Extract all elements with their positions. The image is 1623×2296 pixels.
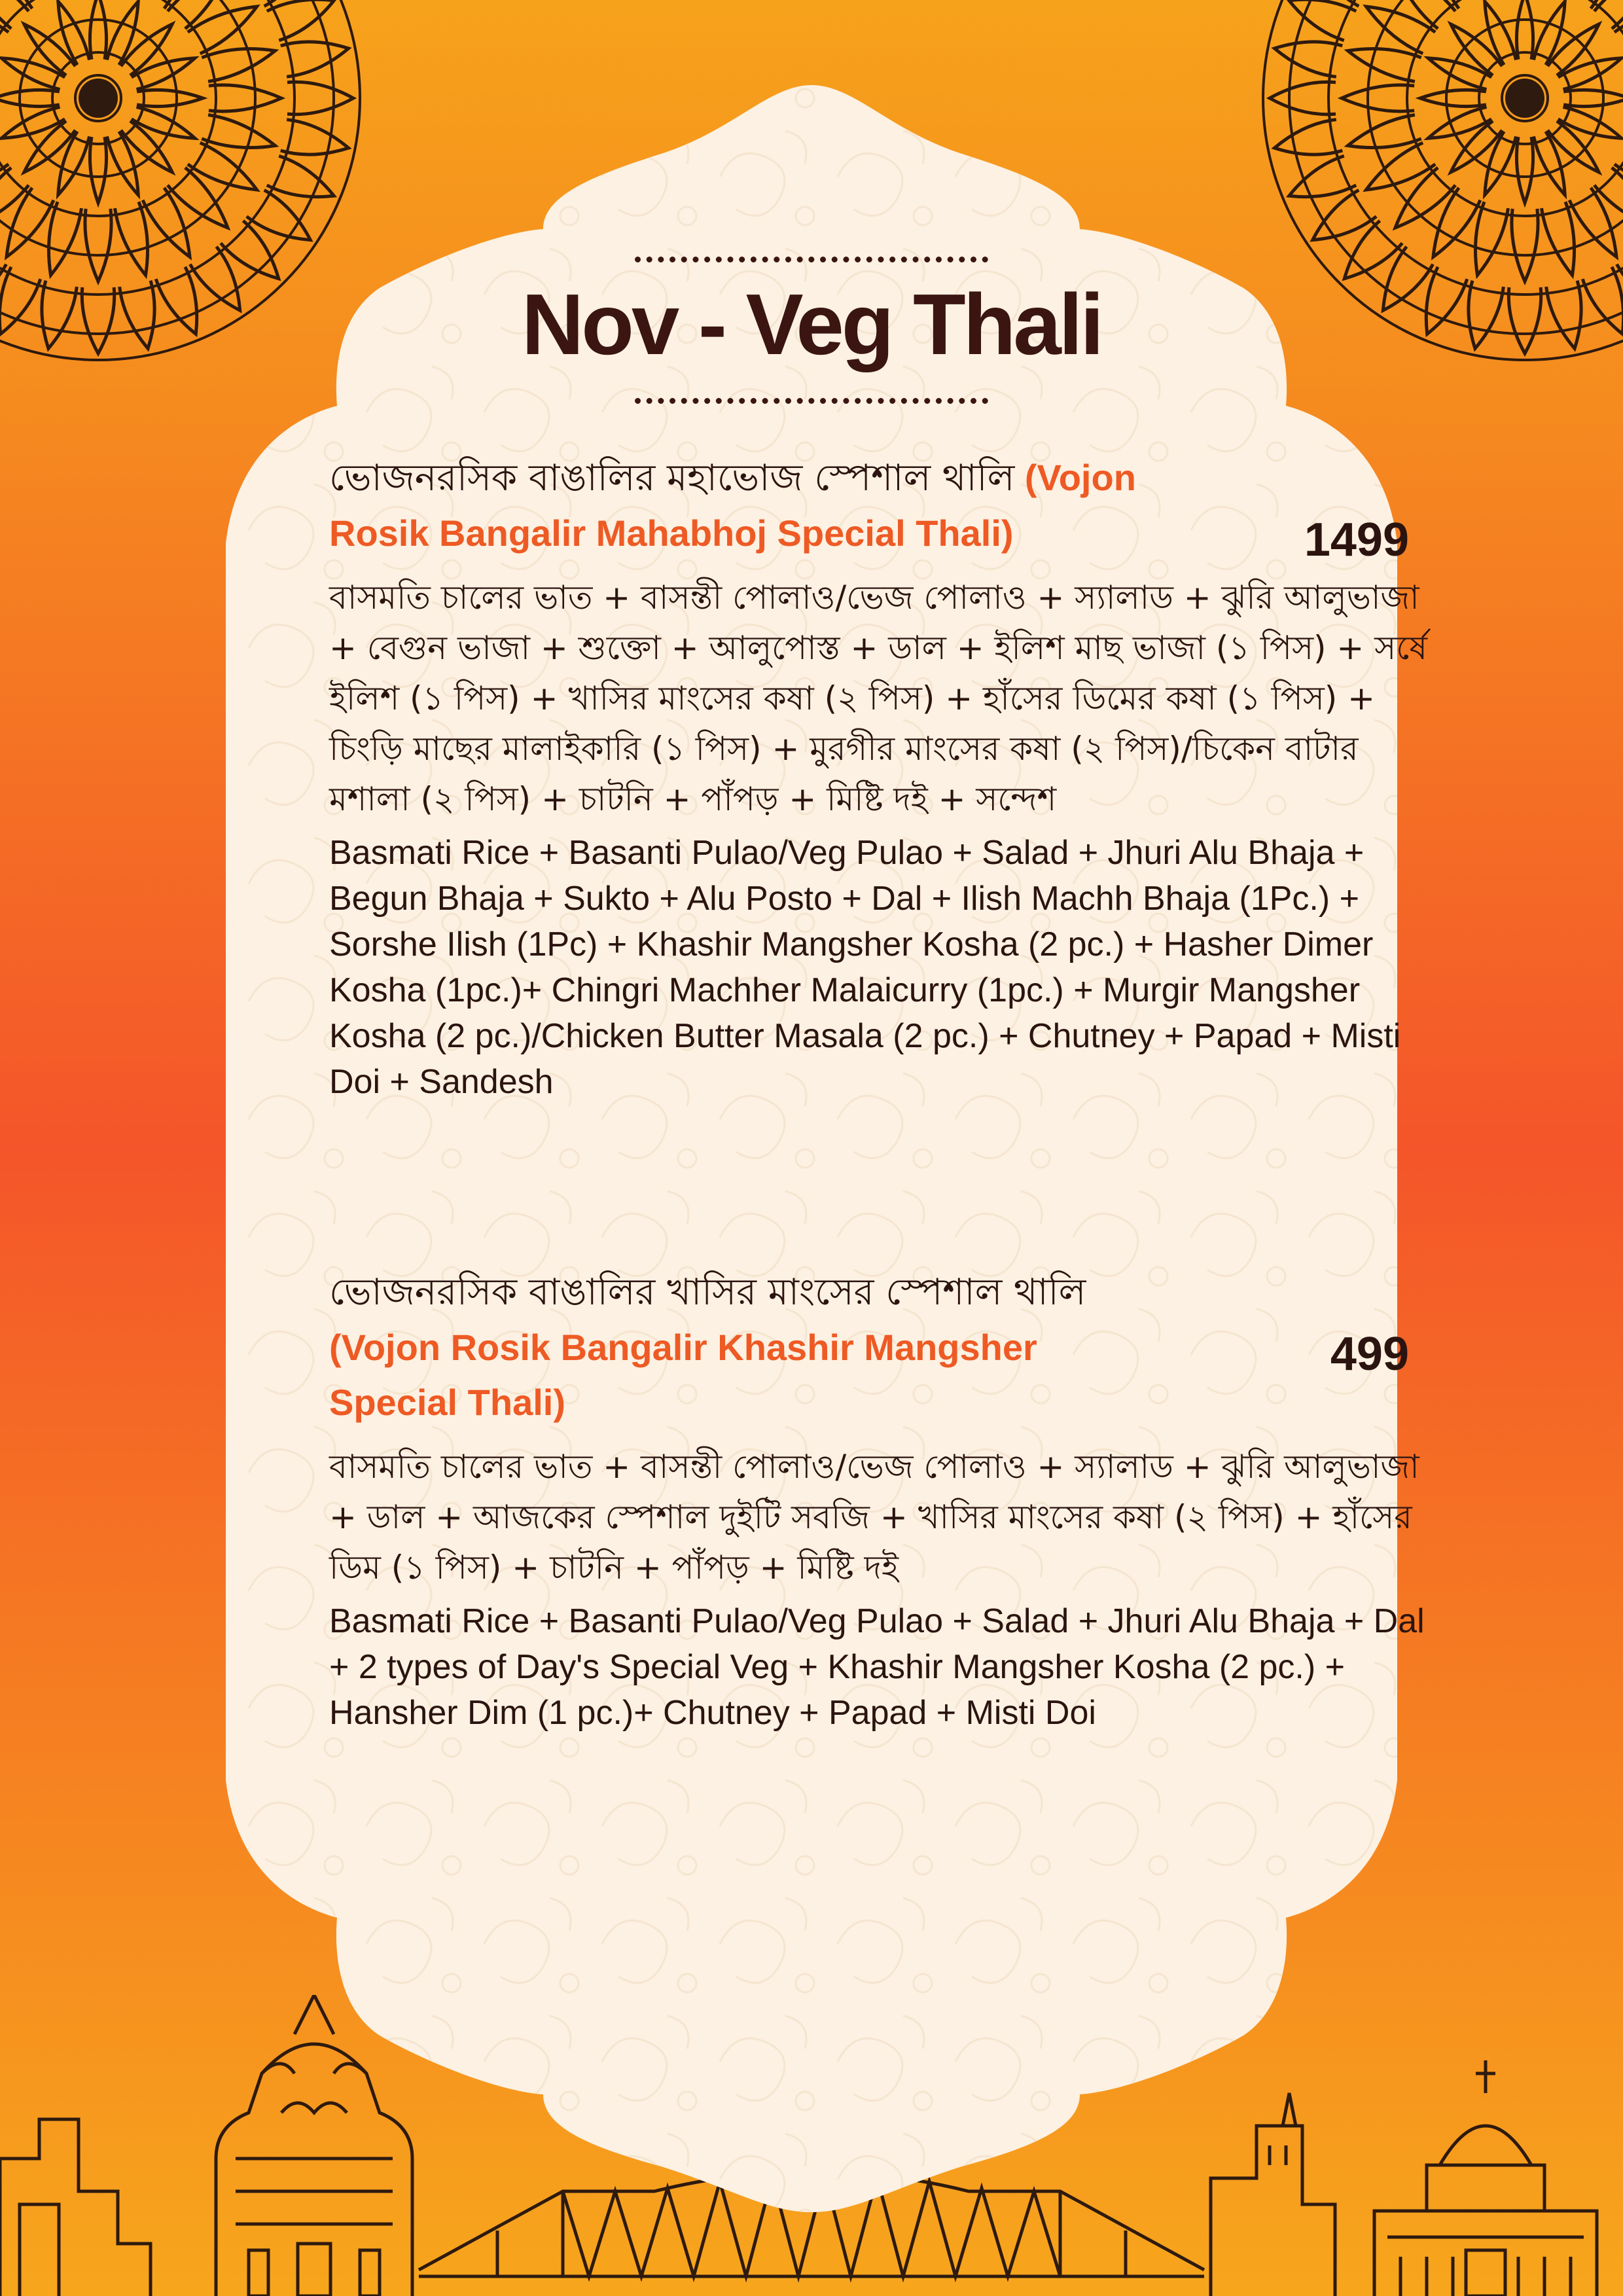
title-divider-top: [635, 257, 988, 262]
item-description-bengali: বাসমতি চালের ভাত + বাসন্তী পোলাও/ভেজ পোলাও + স্যালাড + ঝুরি আলুভাজা + ডাল + আজকের স্পেশাল দুইটি সবজি + খাসির মাংসের কষা (২ পিস) + হাঁসের ডিম (১ পিস) + চাটনি + পাঁপড় + মিষ্টি দই: [329, 1448, 1419, 1587]
item-name: [329, 1265, 1167, 1430]
item-name-bengali: ভোজনরসিক বাঙালির মহাভোজ স্পেশাল থালি: [329, 457, 1015, 499]
item-price: 1499: [1304, 514, 1409, 566]
item-description-bengali: বাসমতি চালের ভাত + বাসন্তী পোলাও/ভেজ পোলাও + স্যালাড + ঝুরি আলুভাজা + বেগুন ভাজা + শুক্তো + আলুপোস্ত + ডাল + ইলিশ মাছ ভাজা (১ পিস) + সর্ষে ইলিশ (১ পিস) + খাসির মাংসের কষা (২ পিস) + হাঁসের ডিমের কষা (১ পিস) + চিংড়ি মাছের মালাইকারি (১ পিস) + মুরগীর মাংসের কষা (২ পিস)/চিকেন বাটার মশালা (২ পিস) + চাটনি + পাঁপড় + মিষ্টি দই + সন্দেশ: [329, 579, 1427, 818]
menu-item: [329, 1265, 1429, 1736]
item-description-english: Basmati Rice + Basanti Pulao/Veg Pulao + Salad + Jhuri Alu Bhaja + Dal + 2 types of Day's Special Veg + Khashir Mangsher Kosha (2 pc.) + Hansher Dim (1 pc.)+ Chutney + Papad + Misti Doi: [329, 1602, 1425, 1732]
title-divider-bottom: [635, 398, 988, 404]
item-name-english: (Vojon Rosik Bangalir Mahabhoj Special Thali): [329, 457, 1136, 554]
item-name-english: (Vojon Rosik Bangalir Khashir Mangsher Special Thali): [329, 1327, 1037, 1423]
item-name-bengali: ভোজনরসিক বাঙালির খাসির মাংসের স্পেশাল থালি: [329, 1271, 1086, 1314]
page-title: Nov - Veg Thali: [521, 276, 1102, 372]
item-name: [329, 450, 1167, 561]
item-price: 499: [1330, 1328, 1409, 1380]
menu-item: [329, 450, 1429, 1105]
item-description-english: Basmati Rice + Basanti Pulao/Veg Pulao + Salad + Jhuri Alu Bhaja + Begun Bhaja + Sukto + Alu Posto + Dal + Ilish Machh Bhaja (1Pc.) + Sorshe Ilish (1Pc) + Khashir Mangsher Kosha (2 pc.) + Hasher Dimer Kosha (1pc.)+ Chingri Machher Malaicurry (1pc.) + Murgir Mangsher Kosha (2 pc.)/Chicken Butter Masala (2 pc.) + Chutney + Papad + Misti Doi + Sandesh: [329, 834, 1401, 1101]
